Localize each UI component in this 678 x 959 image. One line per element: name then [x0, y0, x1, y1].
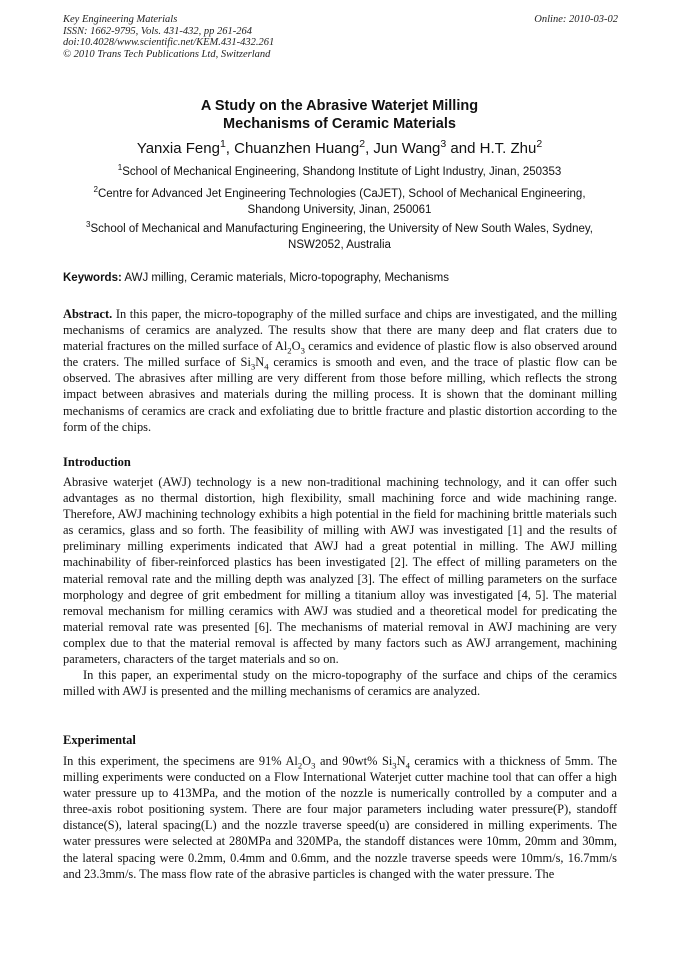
author-affiliation-mark: 2: [536, 138, 543, 150]
author-name: Yanxia Feng: [136, 140, 220, 157]
affiliation-text-line-2: Shandong University, Jinan, 250061: [247, 204, 432, 216]
introduction-paragraph-2: In this paper, an experimental study on the micro-topography of the surface and chips of the ceramics milled with AWJ is presented and the milling mechanisms of ceramics are analyzed.: [63, 668, 617, 699]
author-name: Jun Wang: [373, 140, 441, 157]
author-separator: and: [446, 140, 480, 157]
subscript: 3: [250, 361, 256, 372]
paper-title-line-2: Mechanisms of Ceramic Materials: [223, 116, 456, 132]
subscript: 3: [300, 345, 305, 356]
journal-copyright: © 2010 Trans Tech Publications Ltd, Switzerland: [63, 48, 271, 60]
section-heading-introduction: Introduction: [63, 455, 131, 469]
author-affiliation-mark: 3: [440, 138, 447, 150]
keywords-label: Keywords:: [63, 272, 122, 284]
experimental-text: and 90wt% Si: [315, 754, 393, 768]
affiliation-3: [63, 221, 616, 253]
subscript: 2: [297, 760, 303, 771]
subscript: 4: [264, 361, 269, 372]
author-affiliation-mark: 2: [359, 138, 366, 150]
subscript: 4: [405, 760, 410, 771]
abstract: [63, 306, 617, 435]
author-affiliation-mark: 1: [219, 138, 226, 150]
author-name: H.T. Zhu: [479, 140, 537, 157]
author-separator: ,: [365, 140, 374, 157]
affiliation-text: Centre for Advanced Jet Engineering Technologies (CaJET), School of Mechanical Engineering,: [97, 188, 586, 200]
section-heading-experimental: Experimental: [63, 733, 136, 747]
affiliation-mark: 2: [93, 185, 98, 195]
introduction-paragraph-1: Abrasive waterjet (AWJ) technology is a new non-traditional machining technology, and it can offer such advantages as no thermal distortion, high flexibility, small machining force and wide machining range. Therefore, AWJ machining technology exhibits a high potential in the field for machining brittle materials such as ceramics, glass and so forth. The feasibility of milling with AWJ was investigated [1] and the results of preliminary milling experiments indicated that AWJ had a great potential in milling. The AWJ milling machinability of fiber-reinforced plastics has been investigated [2]. The effect of milling parameters on the material removal rate and the milling depth was analyzed [3]. The effect of milling parameters on the surface morphology and degree of grit embedment for milling a titanium alloy was investigated [4, 5]. The material removal mechanism for milling ceramics with AWJ was studied and a theoretical model for predicating the material removal rate was presented [6]. The mechanisms of material removal in AWJ machining are very complex due to that the material removal is affected by many factors such as AWJ arrangement, machining parameters, characters of the target materials and so on.: [63, 475, 617, 667]
experimental-text: In this experiment, the specimens are 91% Al: [63, 754, 298, 768]
journal-issn: ISSN: 1662-9795, Vols. 431-432, pp 261-264: [63, 25, 252, 37]
formula-letter: O: [302, 754, 312, 768]
author-name: Chuanzhen Huang: [234, 140, 360, 157]
paper-title-line-1: A Study on the Abrasive Waterjet Milling: [200, 98, 479, 114]
affiliation-2: [63, 186, 616, 218]
affiliation-1: [63, 164, 616, 180]
formula-letter: N: [396, 754, 406, 768]
abstract-label: Abstract.: [63, 307, 113, 321]
affiliation-text: School of Mechanical and Manufacturing Engineering, the University of New South Wales, Sydney,: [90, 223, 593, 235]
abstract-text: ceramics is smooth and even, and the trace of plastic flow can be observed. The abrasives after milling are very different from those before milling, which reflects the strong impact between abrasives and materials during the milling process. It is shown that the dominant milling mechanisms of ceramics are crack and exfoliating due to brittle fracture and plastic distortion according to the form of the chips.: [63, 355, 617, 434]
journal-name: Key Engineering Materials: [63, 14, 178, 25]
affiliation-mark: 3: [86, 220, 91, 230]
introduction-body: [63, 474, 617, 699]
subscript: 3: [392, 760, 397, 771]
journal-doi: doi:10.4028/www.scientific.net/KEM.431-432.261: [63, 37, 275, 48]
online-date: Online: 2010-03-02: [534, 14, 618, 25]
keywords-text: AWJ milling, Ceramic materials, Micro-topography, Mechanisms: [121, 272, 449, 284]
journal-header: [63, 14, 618, 60]
keywords: [63, 270, 618, 286]
abstract-text: ceramics and evidence of plastic flow is also observed around the craters. The milled surface of Si: [63, 339, 617, 370]
affiliation-text-line-2: NSW2052, Australia: [288, 239, 391, 251]
affiliation-mark: 1: [117, 163, 123, 173]
subscript: 3: [311, 760, 316, 771]
experimental-paragraph: [63, 753, 617, 882]
formula-letter: O: [291, 339, 301, 354]
author-list: [63, 140, 616, 158]
experimental-text: ceramics with a thickness of 5mm. The milling experiments were conducted on a Flow International Waterjet cutter machine tool that can offer a high water pressure up to 413MPa, and the motion of the nozzle is numerically controlled by a computer and a three-axis robot positioning system. There are four major parameters including water pressure(P), standoff distance(S), lateral spacing(L) and the nozzle traverse speed(u) are considered in milling experiments. The water pressures were selected at 280MPa and 320MPa, the standoff distances were 10mm, 20mm and 30mm, the lateral spacing were 0.2mm, 0.4mm and 0.6mm, and the nozzle traverse speeds were 10mm/s, 16.7mm/s and 23.3mm/s. The mass flow rate of the abrasive particles is changed with the water pressure. The: [63, 754, 617, 881]
subscript: 2: [287, 345, 292, 356]
abstract-text: In this paper, the micro-topography of the milled surface and chips are investigated, and the milling mechanisms of ceramics are analyzed. The results show that there are many deep and flat craters due to material fractures on the milled surface of Al: [63, 307, 617, 354]
affiliation-text: School of Mechanical Engineering, Shandong Institute of Light Industry, Jinan, 250353: [122, 166, 562, 178]
formula-letter: N: [255, 355, 265, 370]
author-separator: ,: [225, 140, 235, 157]
